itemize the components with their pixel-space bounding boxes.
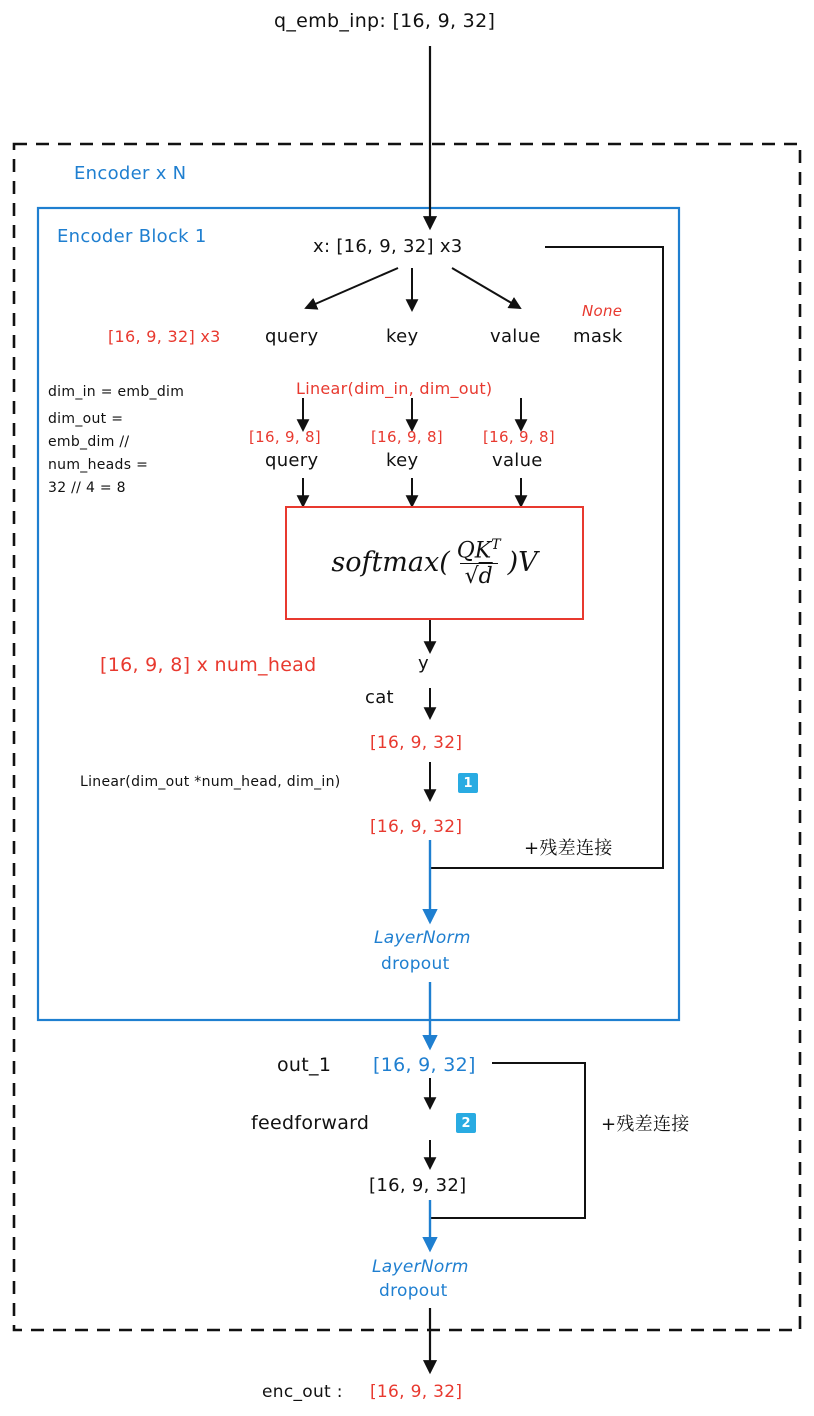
dim-note-line-0: dim_in = emb_dim — [48, 384, 185, 400]
after-cat-shape: [16, 9, 32] — [370, 733, 463, 753]
mask-value-label: None — [582, 302, 623, 320]
dropout-label-2: dropout — [379, 1281, 448, 1301]
residual-label-1: +残差连接 — [524, 838, 613, 859]
dim-note-line-4: 32 // 4 = 8 — [48, 480, 126, 496]
cat-label: cat — [365, 687, 394, 708]
input-label: q_emb_inp: [16, 9, 32] — [274, 10, 496, 32]
out1-label: out_1 — [277, 1054, 332, 1076]
encoder-outer-label: Encoder x N — [74, 163, 187, 184]
qkv-input-shape: [16, 9, 32] x3 — [108, 327, 221, 346]
enc-out-label: enc_out : — [262, 1382, 343, 1402]
attention-formula: softmax( $\frac{QK^T}{√d}$ )V — [331, 536, 538, 590]
key-proj-shape: [16, 9, 8] — [371, 428, 443, 446]
x-shape-label: x: [16, 9, 32] x3 — [313, 236, 463, 257]
layernorm-label-2: LayerNorm — [372, 1257, 469, 1277]
step-badge-1: 1 — [458, 773, 478, 793]
head-output-shape: [16, 9, 8] x num_head — [100, 654, 317, 676]
attention-formula-box — [285, 506, 584, 620]
encoder-block-label: Encoder Block 1 — [57, 226, 207, 247]
value-label: value — [490, 326, 541, 347]
key-label: key — [386, 326, 419, 347]
layernorm-label-1: LayerNorm — [374, 928, 471, 948]
query-proj-shape: [16, 9, 8] — [249, 428, 321, 446]
dim-note-line-1: dim_out = — [48, 411, 124, 427]
after-linear-shape: [16, 9, 32] — [370, 817, 463, 837]
feedforward-label: feedforward — [251, 1112, 370, 1134]
y-label: y — [418, 653, 429, 674]
mask-label: mask — [573, 326, 623, 347]
dim-note-line-3: num_heads = — [48, 457, 149, 473]
out1-shape: [16, 9, 32] — [373, 1054, 476, 1076]
step-badge-2: 2 — [456, 1113, 476, 1133]
value-proj-shape: [16, 9, 8] — [483, 428, 555, 446]
dim-note-line-2: emb_dim // — [48, 434, 130, 450]
residual-label-2: +残差连接 — [601, 1114, 690, 1135]
dropout-label-1: dropout — [381, 954, 450, 974]
linear-projection-label: Linear(dim_in, dim_out) — [296, 379, 493, 398]
query-proj-label: query — [265, 450, 319, 471]
ff-output-shape: [16, 9, 32] — [369, 1175, 467, 1196]
value-proj-label: value — [492, 450, 543, 471]
enc-out-shape: [16, 9, 32] — [370, 1382, 463, 1402]
linear-output-label: Linear(dim_out *num_head, dim_in) — [80, 774, 341, 790]
key-proj-label: key — [386, 450, 419, 471]
query-label: query — [265, 326, 319, 347]
